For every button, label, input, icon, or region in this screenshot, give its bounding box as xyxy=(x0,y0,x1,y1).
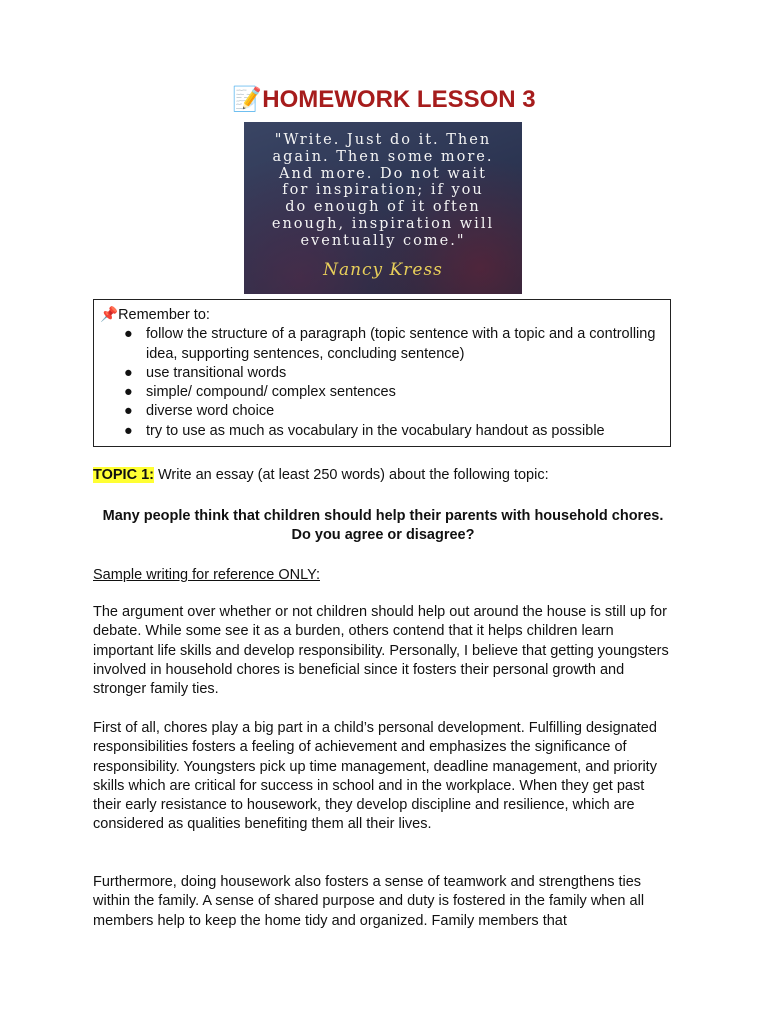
quote-image xyxy=(244,122,522,294)
quote-line: again. Then some more. xyxy=(272,148,494,165)
quote-line: eventually come." xyxy=(300,232,466,249)
memo-icon: 📝 xyxy=(232,86,263,113)
quote-line: enough, inspiration will xyxy=(271,215,495,232)
pushpin-icon: 📌 xyxy=(100,307,119,323)
bullet-icon: ● xyxy=(124,422,133,439)
title-text: HOMEWORK LESSON 3 xyxy=(262,86,536,113)
sample-heading: Sample writing for reference ONLY: xyxy=(93,567,320,583)
topic-label: TOPIC 1: xyxy=(93,467,154,483)
topic-instruction: Write an essay (at least 250 words) about the following topic: xyxy=(153,467,549,483)
list-item: ● simple/ compound/ complex sentences xyxy=(100,383,664,402)
quote-signature: Nancy Kress xyxy=(323,260,443,280)
list-item: ● try to use as much as vocabulary in the vocabulary handout as possible xyxy=(100,422,664,441)
reminder-heading-text: Remember to: xyxy=(118,307,210,323)
paragraph: Furthermore, doing housework also fosters a sense of teamwork and strengthens ties within the family. A sense of shared purpose and duty is fostered in the family when all members help to keep the home tidy and organized. Family members that xyxy=(93,874,645,929)
quote-line: And more. Do not wait xyxy=(279,165,487,182)
reminder-list xyxy=(100,325,664,441)
reminder-box xyxy=(93,299,671,447)
reminder-heading xyxy=(100,306,664,325)
quote-line: "Write. Just do it. Then xyxy=(274,132,492,148)
list-item: ● use transitional words xyxy=(100,364,664,383)
paragraph: First of all, chores play a big part in a child’s personal development. Fulfilling designated responsibilities fosters a feeling of achievement and emphasizes the significance of responsibility. Youngsters pick up time management, deadline management, and priority skills which are critical for success in school and in the workplace. When they get past their early resistance to housework, they develop discipline and resilience, which are considered as qualities benefiting them all their lives. xyxy=(93,720,657,833)
list-item: ● follow the structure of a paragraph (topic sentence with a topic and a controlling idea, supporting sentences, concluding sentence) xyxy=(124,326,656,362)
essay-question: Many people think that children should help their parents with household chores. Do you agree or disagree? xyxy=(102,508,664,544)
page-title xyxy=(0,84,768,116)
quote-line: for inspiration; if you xyxy=(282,182,484,199)
bullet-icon: ● xyxy=(124,403,133,420)
bullet-icon: ● xyxy=(124,384,133,401)
topic-line xyxy=(93,466,673,485)
paragraph: The argument over whether or not children should help out around the house is still up for debate. While some see it as a burden, others contend that it helps children learn important life skills and develop responsibility. Personally, I believe that getting youngsters involved in household chores is beneficial since it fosters their personal growth and stronger family ties. xyxy=(93,604,669,698)
bullet-icon: ● xyxy=(124,326,133,343)
list-item: ● diverse word choice xyxy=(100,402,664,421)
quote-lines xyxy=(244,132,522,250)
quote-line: do enough of it often xyxy=(285,199,481,216)
bullet-icon: ● xyxy=(124,364,133,381)
